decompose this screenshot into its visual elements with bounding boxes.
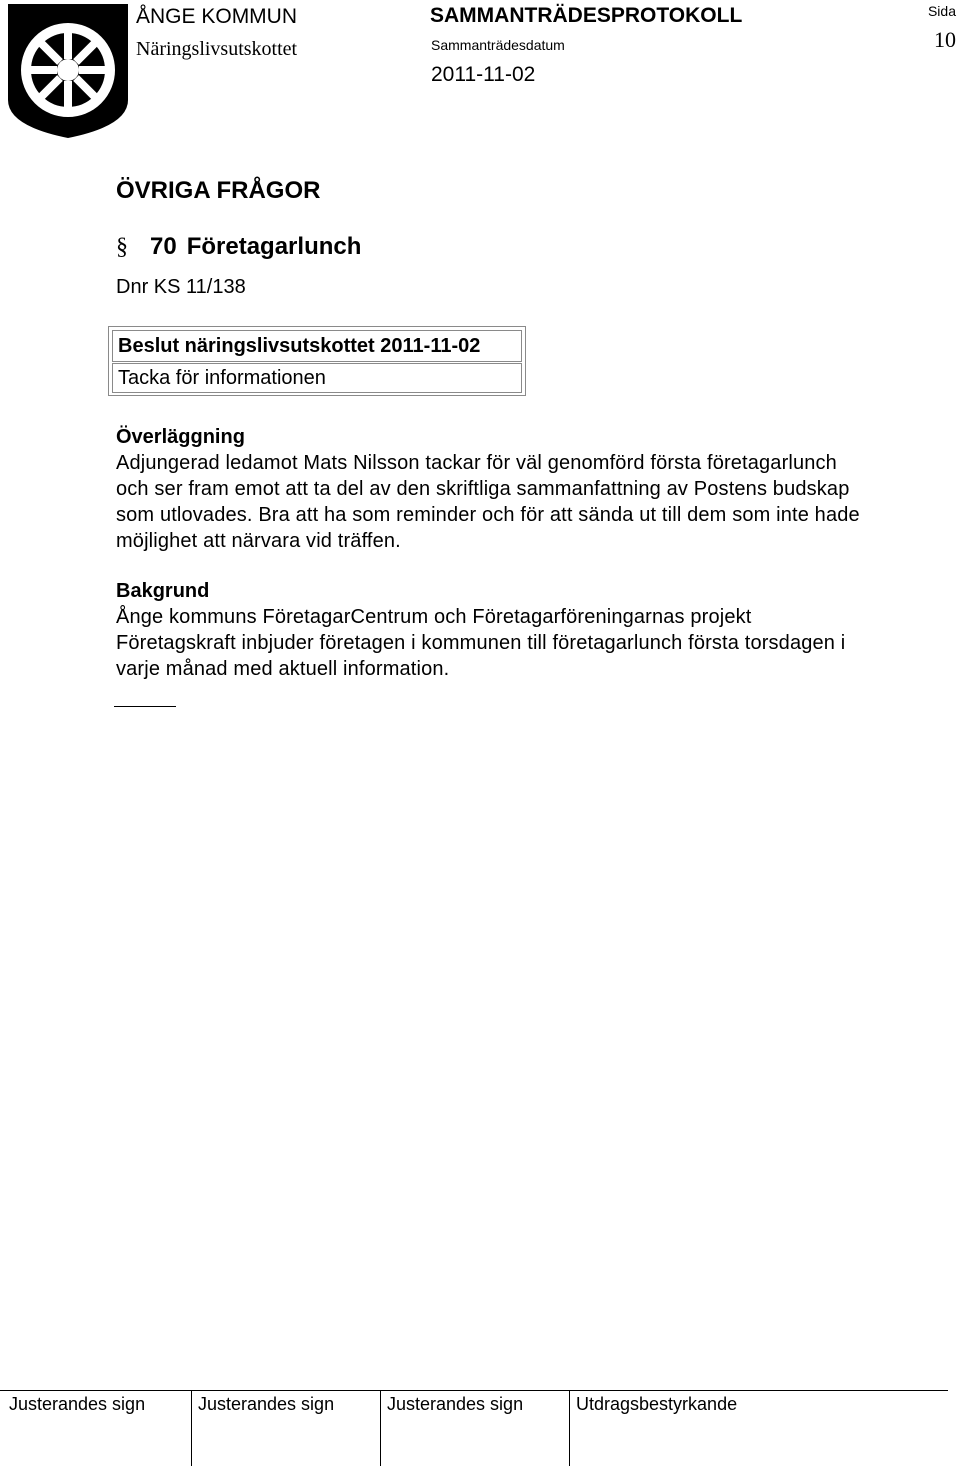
signature-field-label: Utdragsbestyrkande [576, 1394, 738, 1414]
section-end-rule [114, 706, 176, 707]
deliberation-heading: Överläggning [116, 426, 245, 448]
signature-field-label: Justerandes sign [387, 1394, 524, 1414]
text-line: Ånge kommuns FöretagarCentrum och Företagarföreningarnas projekt [116, 606, 752, 628]
page-number: 10 [934, 27, 956, 52]
page-label: Sida [927, 3, 956, 19]
signature-divider [380, 1390, 381, 1466]
paragraph-heading [116, 232, 361, 262]
paragraph-title: Företagarlunch [186, 233, 362, 260]
signature-field-label: Justerandes sign [198, 1394, 335, 1414]
municipal-logo-icon [8, 4, 128, 138]
meeting-date-label: Sammanträdesdatum [431, 37, 565, 53]
meeting-date: 2011-11-02 [431, 63, 536, 86]
signature-divider [191, 1390, 192, 1466]
text-line: varje månad med aktuell information. [116, 658, 450, 680]
text-line: Adjungerad ledamot Mats Nilsson tackar för väl genomförd första företagarlunch [116, 452, 837, 474]
signature-grid-top-line [0, 1390, 948, 1391]
document-type: SAMMANTRÄDESPROTOKOLL [430, 4, 743, 27]
text-line: som utlovades. Bra att ha som reminder och för att sända ut till dem som inte hade [116, 504, 860, 526]
signature-field-label: Justerandes sign [9, 1394, 146, 1414]
paragraph-number: 70 [150, 233, 177, 260]
decision-heading: Beslut näringslivsutskottet 2011-11-02 [112, 330, 522, 362]
text-line: Företagskraft inbjuder företagen i kommunen till företagarlunch första torsdagen i [116, 632, 846, 654]
organization-name: ÅNGE KOMMUN [136, 5, 298, 28]
decision-box [108, 326, 526, 396]
text-line: och ser fram emot att ta del av den skriftliga sammanfattning av Postens budskap [116, 478, 850, 500]
text-line: möjlighet att närvara vid träffen. [116, 530, 401, 552]
section-title: ÖVRIGA FRÅGOR [116, 177, 321, 204]
background-heading: Bakgrund [116, 580, 210, 602]
paragraph-sign: § [116, 234, 128, 260]
case-number: Dnr KS 11/138 [116, 276, 246, 298]
signature-divider [569, 1390, 570, 1466]
deliberation-text [116, 450, 936, 554]
department-name: Näringslivsutskottet [136, 38, 298, 60]
decision-text: Tacka för informationen [112, 363, 522, 393]
background-text [116, 604, 936, 682]
